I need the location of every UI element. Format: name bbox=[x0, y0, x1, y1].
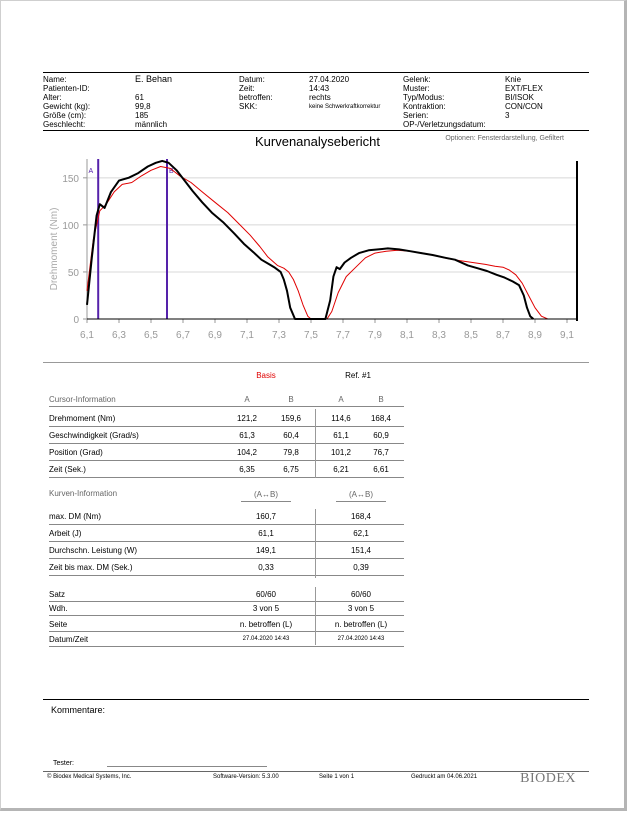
value-basis-b: 79,8 bbox=[283, 448, 299, 457]
row-label: Seite bbox=[49, 620, 68, 629]
y-axis-ticks bbox=[62, 174, 87, 326]
value-basis: 149,1 bbox=[255, 546, 277, 555]
comments-rule bbox=[43, 699, 589, 700]
x-tick-label: 6,1 bbox=[80, 330, 94, 341]
x-tick-label: 8,7 bbox=[496, 330, 510, 341]
chart-grid bbox=[87, 159, 577, 319]
value-ref-b: 6,61 bbox=[373, 465, 389, 474]
options-note: Optionen: Fensterdarstellung, Gefiltert bbox=[445, 135, 564, 142]
col-b: B bbox=[288, 395, 294, 404]
value-ref-a: 6,21 bbox=[333, 465, 349, 474]
curve-section-title: Kurven-Information bbox=[49, 489, 118, 498]
info-value: BI/ISOK bbox=[505, 93, 534, 102]
tester-label: Tester: bbox=[53, 760, 75, 767]
column-divider bbox=[315, 409, 316, 478]
row-label: max. DM (Nm) bbox=[49, 512, 101, 521]
row-rule bbox=[49, 646, 404, 647]
info-value: 99,8 bbox=[135, 102, 151, 111]
x-tick-label: 7,1 bbox=[240, 330, 254, 341]
y-tick-label: 100 bbox=[62, 220, 79, 232]
info-label: Größe (cm): bbox=[43, 111, 87, 120]
torque-curve-chart bbox=[1, 1, 633, 361]
y-axis-label: Drehmoment (Nm) bbox=[49, 207, 60, 291]
column-divider bbox=[315, 587, 316, 645]
info-label: Gelenk: bbox=[403, 75, 431, 84]
row-rule bbox=[336, 501, 386, 502]
value-ref-b: 168,4 bbox=[370, 414, 392, 423]
x-tick-label: 9,1 bbox=[560, 330, 574, 341]
row-label: Durchschn. Leistung (W) bbox=[49, 546, 138, 555]
value-basis: 27.04.2020 14:43 bbox=[242, 636, 290, 642]
info-value: EXT/FLEX bbox=[505, 84, 543, 93]
info-label: Alter: bbox=[43, 93, 62, 102]
info-label: betroffen: bbox=[239, 93, 273, 102]
x-tick-label: 6,7 bbox=[176, 330, 190, 341]
info-value: keine Schwerkraftkorrektur bbox=[309, 104, 381, 110]
info-label: Patienten-ID: bbox=[43, 84, 90, 93]
x-tick-label: 8,1 bbox=[400, 330, 414, 341]
value-ref-a: 101,2 bbox=[330, 448, 352, 457]
cursor-label-b: B bbox=[169, 168, 174, 175]
col-b: B bbox=[378, 395, 384, 404]
report-title: Kurvenanalysebericht bbox=[254, 134, 381, 149]
value-ref-b: 76,7 bbox=[373, 448, 389, 457]
value-basis: 0,33 bbox=[258, 563, 274, 572]
value-basis-b: 60,4 bbox=[283, 431, 299, 440]
row-label: Geschwindigkeit (Grad/s) bbox=[49, 431, 139, 440]
col-basis-header: Basis bbox=[256, 371, 276, 380]
x-tick-label: 8,9 bbox=[528, 330, 542, 341]
row-rule bbox=[49, 615, 404, 616]
y-tick-label: 50 bbox=[67, 267, 79, 279]
chart-bottom-rule bbox=[43, 362, 589, 363]
info-value: rechts bbox=[309, 93, 331, 102]
row-label: Wdh. bbox=[49, 604, 68, 613]
patient-name: E. Behan bbox=[135, 74, 173, 84]
value-basis: 60/60 bbox=[255, 590, 277, 599]
row-rule bbox=[49, 541, 404, 542]
row-rule bbox=[49, 426, 404, 427]
x-tick-label: 6,5 bbox=[144, 330, 158, 341]
value-ref-a: 61,1 bbox=[333, 431, 349, 440]
footer-software: Software-Version: 5.3.00 bbox=[213, 774, 279, 780]
info-value: 61 bbox=[135, 93, 144, 102]
chart-series bbox=[87, 161, 548, 319]
info-label: SKK: bbox=[239, 102, 258, 111]
x-tick-label: 7,9 bbox=[368, 330, 382, 341]
range-ref: (A↔B) bbox=[349, 490, 373, 499]
value-ref: 62,1 bbox=[353, 529, 369, 538]
value-basis: 3 von 5 bbox=[252, 604, 280, 613]
row-rule bbox=[49, 443, 404, 444]
x-tick-label: 7,3 bbox=[272, 330, 286, 341]
info-value: CON/CON bbox=[505, 102, 543, 111]
value-ref: 60/60 bbox=[350, 590, 372, 599]
value-basis-a: 6,35 bbox=[239, 465, 255, 474]
value-basis-b: 6,75 bbox=[283, 465, 299, 474]
footer-rule bbox=[43, 771, 589, 772]
value-ref: n. betroffen (L) bbox=[334, 620, 388, 629]
footer-printed: Gedruckt am 04.06.2021 bbox=[411, 774, 478, 780]
value-basis: 61,1 bbox=[258, 529, 274, 538]
row-rule bbox=[49, 406, 404, 407]
col-a: A bbox=[244, 395, 250, 404]
x-tick-label: 8,3 bbox=[432, 330, 446, 341]
value-ref: 3 von 5 bbox=[347, 604, 375, 613]
series-line-basis bbox=[87, 161, 533, 319]
value-ref: 151,4 bbox=[350, 546, 372, 555]
comments-label: Kommentare: bbox=[51, 705, 106, 715]
value-basis-b: 159,6 bbox=[280, 414, 302, 423]
row-rule bbox=[49, 460, 404, 461]
range-basis: (A↔B) bbox=[254, 490, 278, 499]
x-tick-label: 6,9 bbox=[208, 330, 222, 341]
y-tick-label: 150 bbox=[62, 173, 79, 185]
value-ref: 0,39 bbox=[353, 563, 369, 572]
info-label: Name: bbox=[43, 75, 67, 84]
row-label: Zeit (Sek.) bbox=[49, 465, 86, 474]
series-line-reference bbox=[87, 167, 548, 320]
x-tick-label: 6,3 bbox=[112, 330, 126, 341]
row-label: Zeit bis max. DM (Sek.) bbox=[49, 563, 133, 572]
row-label: Position (Grad) bbox=[49, 448, 103, 457]
row-label: Drehmoment (Nm) bbox=[49, 414, 116, 423]
value-basis-a: 104,2 bbox=[236, 448, 258, 457]
info-value: Knie bbox=[505, 75, 522, 84]
info-value: 3 bbox=[505, 111, 510, 120]
cursor-section-title: Cursor-Information bbox=[49, 395, 116, 404]
info-label: Zeit: bbox=[239, 84, 255, 93]
row-rule bbox=[49, 575, 404, 576]
value-ref-a: 114,6 bbox=[331, 414, 351, 423]
info-value: 27.04.2020 bbox=[309, 75, 350, 84]
row-rule bbox=[49, 558, 404, 559]
x-tick-label: 8,5 bbox=[464, 330, 478, 341]
info-label: Geschlecht: bbox=[43, 120, 86, 129]
cursor-label-a: A bbox=[88, 168, 94, 175]
value-basis: 160,7 bbox=[255, 512, 277, 521]
row-label: Arbeit (J) bbox=[49, 529, 82, 538]
y-tick-label: 0 bbox=[73, 315, 79, 326]
info-label: OP-/Verletzungsdatum: bbox=[403, 120, 486, 129]
row-rule bbox=[49, 601, 404, 602]
row-rule bbox=[49, 477, 404, 478]
value-ref: 168,4 bbox=[350, 512, 372, 521]
row-label: Datum/Zeit bbox=[49, 635, 89, 644]
info-value: männlich bbox=[135, 120, 168, 129]
info-label: Gewicht (kg): bbox=[43, 102, 91, 111]
x-tick-label: 7,5 bbox=[304, 330, 318, 341]
info-value: 14:43 bbox=[309, 84, 330, 93]
value-basis-a: 121,2 bbox=[236, 414, 258, 423]
info-label: Muster: bbox=[403, 84, 430, 93]
biodex-logo: BIODEX bbox=[520, 771, 576, 786]
footer-page: Seite 1 von 1 bbox=[319, 774, 355, 780]
x-tick-label: 7,7 bbox=[336, 330, 350, 341]
footer-copyright: © Biodex Medical Systems, Inc. bbox=[47, 774, 132, 780]
info-label: Datum: bbox=[239, 75, 265, 84]
row-rule bbox=[49, 524, 404, 525]
row-rule bbox=[241, 501, 291, 502]
column-divider bbox=[315, 509, 316, 578]
row-label: Satz bbox=[49, 590, 66, 599]
col-a: A bbox=[338, 395, 344, 404]
x-axis-ticks bbox=[80, 319, 574, 341]
row-rule bbox=[49, 631, 404, 632]
info-label: Kontraktion: bbox=[403, 102, 446, 111]
value-basis-a: 61,3 bbox=[239, 431, 255, 440]
value-ref-b: 60,9 bbox=[373, 431, 389, 440]
info-label: Serien: bbox=[403, 111, 429, 120]
info-label: Typ/Modus: bbox=[403, 93, 445, 102]
info-value: 185 bbox=[135, 111, 149, 120]
col-ref-header: Ref. #1 bbox=[345, 371, 371, 380]
value-basis: n. betroffen (L) bbox=[239, 620, 293, 629]
tester-signature-line[interactable] bbox=[107, 766, 267, 767]
value-ref: 27.04.2020 14:43 bbox=[337, 636, 385, 642]
